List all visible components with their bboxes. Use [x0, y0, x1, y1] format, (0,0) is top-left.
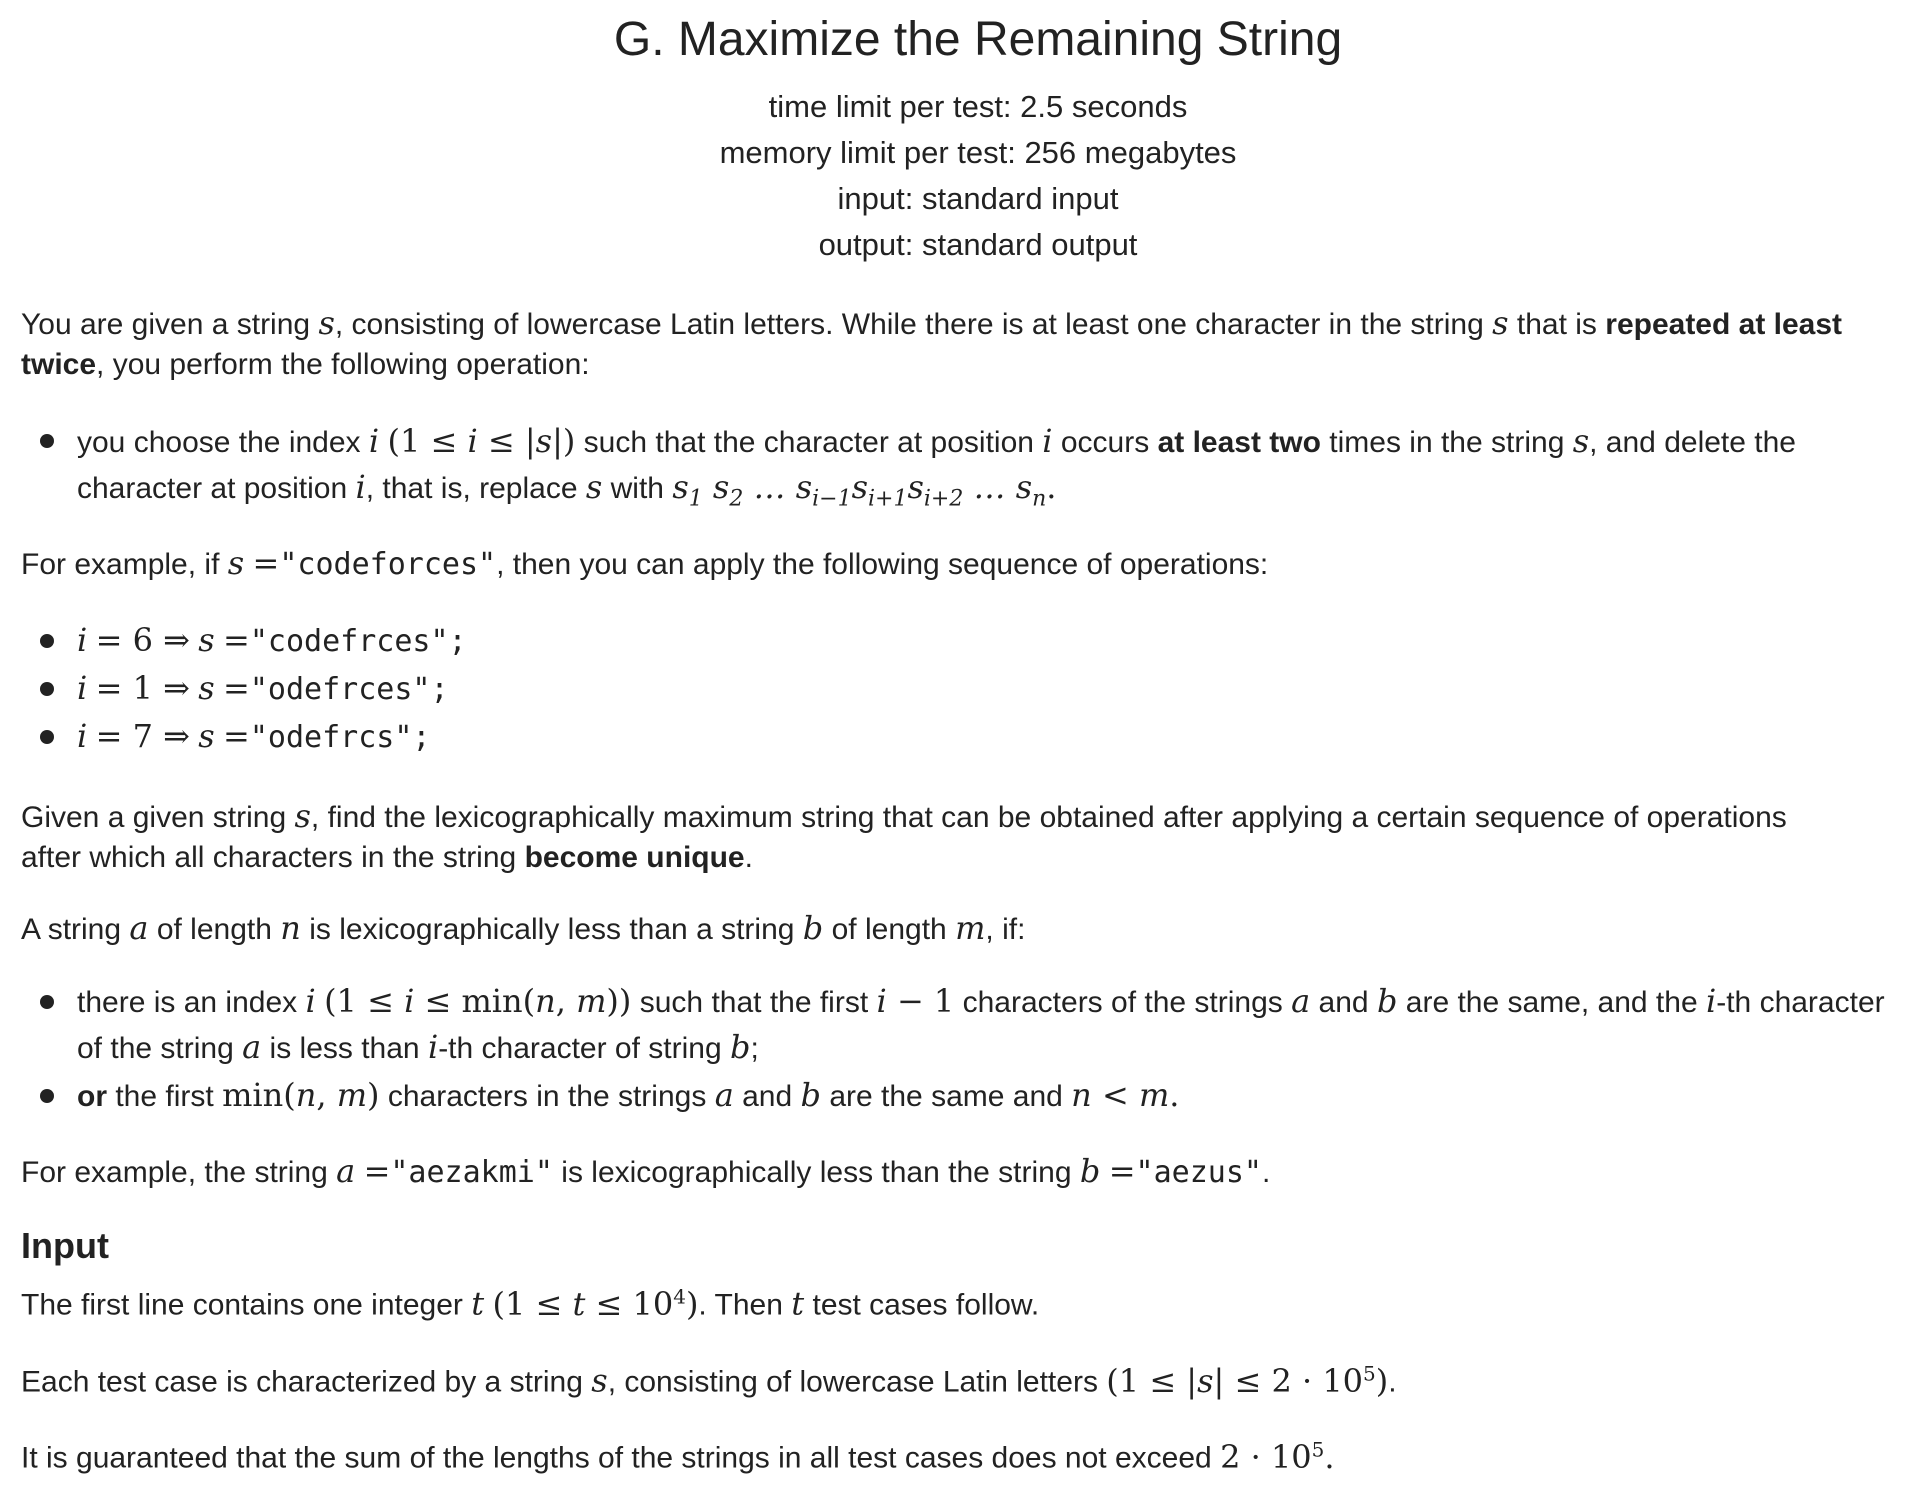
lex-condition-1: there is an index i (1 ≤ i ≤ min(n, m)) such that the first i − 1 characters of the strings a and b are the same, and the i-th character [77, 982, 1885, 1020]
bullet-icon [40, 1089, 54, 1103]
lex-example: For example, the string a ="aezakmi" is lexicographically less than the string b ="aezus". [21, 1152, 1271, 1190]
statement-paragraph-1-cont: twice, you perform the following operation: [21, 348, 590, 381]
input-line-1: The first line contains one integer t $(1 \le t \le 10^4)$. Then t test cases follow. [21, 1284, 1040, 1323]
lex-condition-2: or the first min(n, m) characters in the strings a and b are the same and n < m. [77, 1076, 1180, 1114]
bullet-icon [40, 682, 54, 696]
statement-paragraph-1: You are given a string s, consisting of lowercase Latin letters. While there is at least one character in the string s that is repeated at least [21, 304, 1843, 342]
bullet-icon [40, 634, 54, 648]
operation-item: you choose the index i (1 ≤ i ≤ |s|) such that the character at position i occurs at least two times in the string s, and delete the [77, 422, 1796, 460]
lex-condition-1-cont: of the string a is less than i-th character of string b; [77, 1028, 759, 1066]
bullet-icon [40, 434, 54, 448]
time-limit: time limit per test: 2.5 seconds [768, 89, 1188, 124]
input-line-3: It is guaranteed that the sum of the lengths of the strings in all test cases does not exceed $2 \cdot 10^5$. [21, 1437, 1335, 1476]
goal-paragraph: Given a given string s, find the lexicographically maximum string that can be obtained after applying a certain sequence of operations [21, 797, 1787, 835]
example-step: i = 7 ⇒ s ="odefrcs"; [77, 717, 431, 755]
operation-item-cont: character at position i, that is, replace s with $s_1$ $s_2$ … $s_{i-1}s_{i+1}s_{i+2}$ … $s_n$. [77, 468, 1057, 512]
example-intro: For example, if s ="codeforces", then you can apply the following sequence of operations: [21, 544, 1269, 582]
bullet-icon [40, 995, 54, 1009]
problem-title: G. Maximize the Remaining String [613, 13, 1343, 66]
input-section-title: Input [21, 1225, 109, 1266]
example-step: i = 6 ⇒ s ="codefrces"; [77, 621, 467, 659]
bullet-icon [40, 730, 54, 744]
lex-definition: A string a of length n is lexicographically less than a string b of length m, if: [21, 909, 1026, 947]
memory-limit: memory limit per test: 256 megabytes [719, 135, 1237, 170]
example-step: i = 1 ⇒ s ="odefrces"; [77, 669, 449, 707]
input-spec: input: standard input [837, 181, 1119, 216]
goal-paragraph-cont: after which all characters in the string become unique. [21, 841, 753, 874]
problem-limits [0, 84, 1930, 268]
output-spec: output: standard output [818, 227, 1138, 262]
input-line-2: Each test case is characterized by a string s, consisting of lowercase Latin letters $(1 \le |s| \le 2 \cdot 10^5)$. [21, 1361, 1397, 1400]
